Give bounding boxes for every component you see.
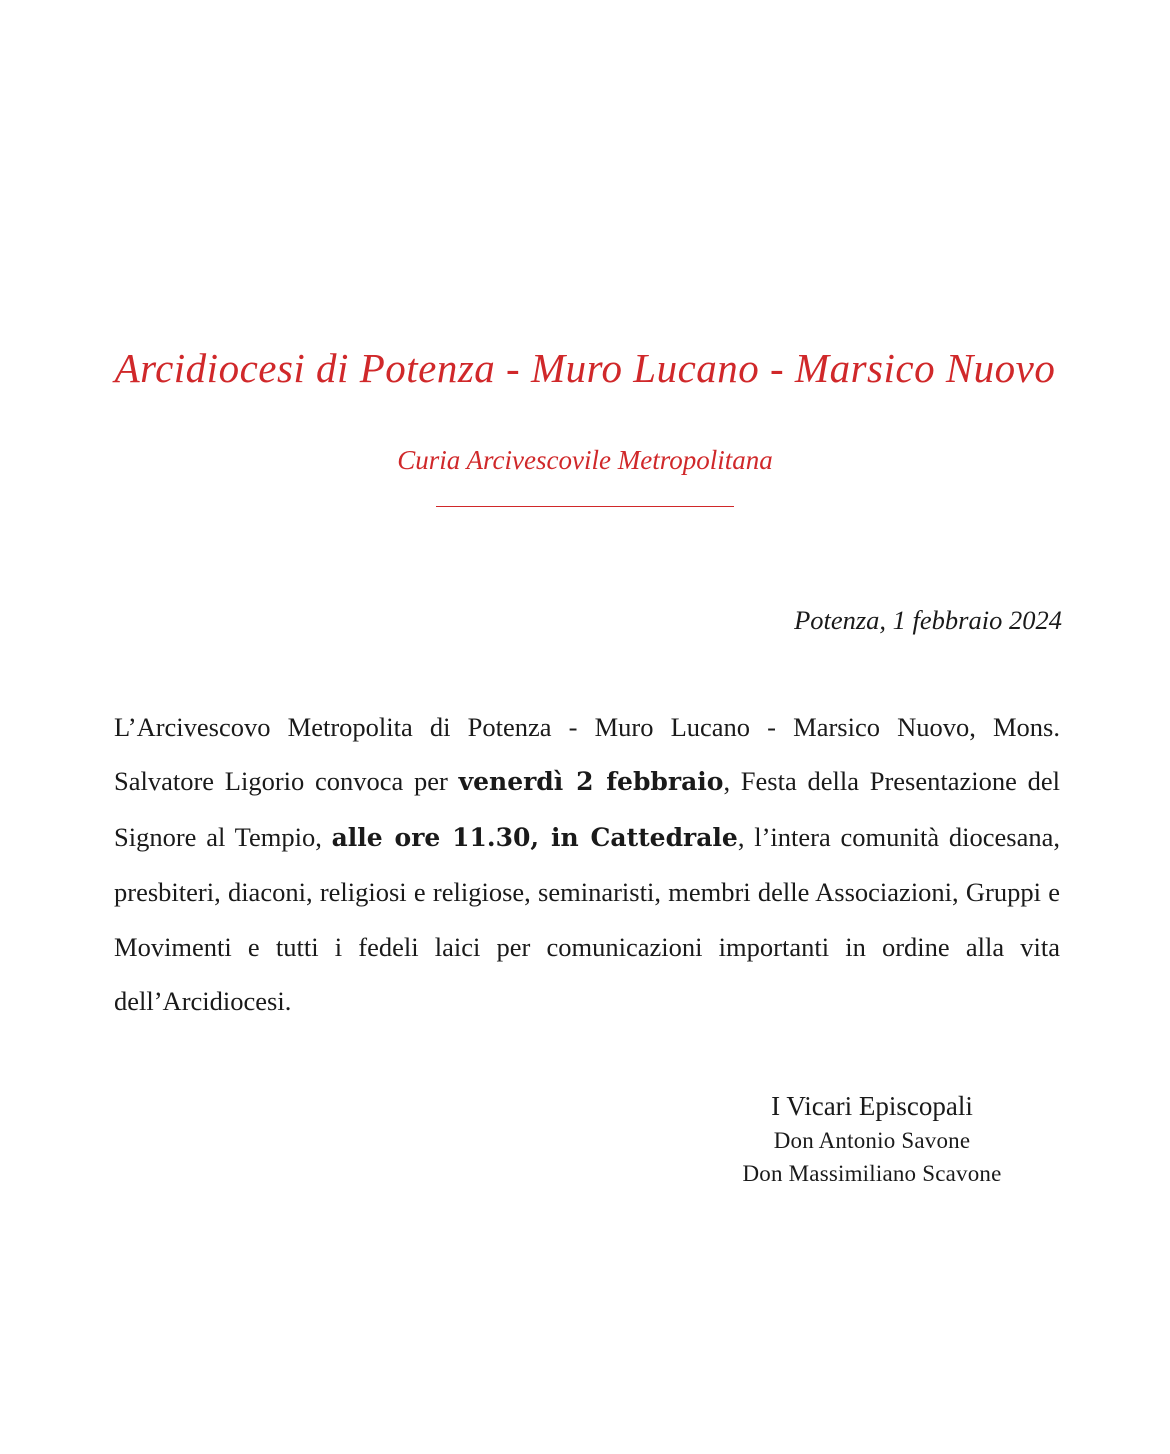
body-emphasis-time-place: alle ore 11.30, in Cattedrale bbox=[331, 822, 738, 852]
signature-title: I Vicari Episcopali bbox=[771, 1091, 973, 1121]
body-emphasis-date: venerdì 2 febbraio bbox=[458, 767, 724, 797]
diocese-title: Arcidiocesi di Potenza - Muro Lucano - Marsico Nuovo bbox=[114, 345, 1056, 391]
curia-subtitle: Curia Arcivescovile Metropolitana bbox=[397, 445, 773, 475]
body-paragraph bbox=[114, 700, 1060, 1028]
dateline: Potenza, 1 febbraio 2024 bbox=[794, 605, 1062, 635]
signatory-name: Don Antonio Savone bbox=[773, 1128, 971, 1153]
signature-block bbox=[690, 1088, 1054, 1190]
letterhead bbox=[0, 338, 1170, 507]
signatory-name: Don Massimiliano Scavone bbox=[742, 1161, 1002, 1186]
letterhead-divider bbox=[436, 506, 734, 507]
body-text-part: L’Arcivescovo Metropolita di Potenza - Muro Lucano - Marsico Nuovo, Mons. Salvatore Ligorio convoca per bbox=[114, 712, 1060, 797]
body-text-part: , l’intera comunità diocesana, presbiteri, diaconi, religiosi e religiose, seminaristi, membri delle Associazioni, Gruppi e Movimenti e tutti i fedeli laici per comunicazioni importanti in ordine alla vita dell’Arcidiocesi. bbox=[114, 821, 1060, 1017]
body-text-part: , Festa della Presentazione del Signore al Tempio, bbox=[114, 766, 1060, 852]
